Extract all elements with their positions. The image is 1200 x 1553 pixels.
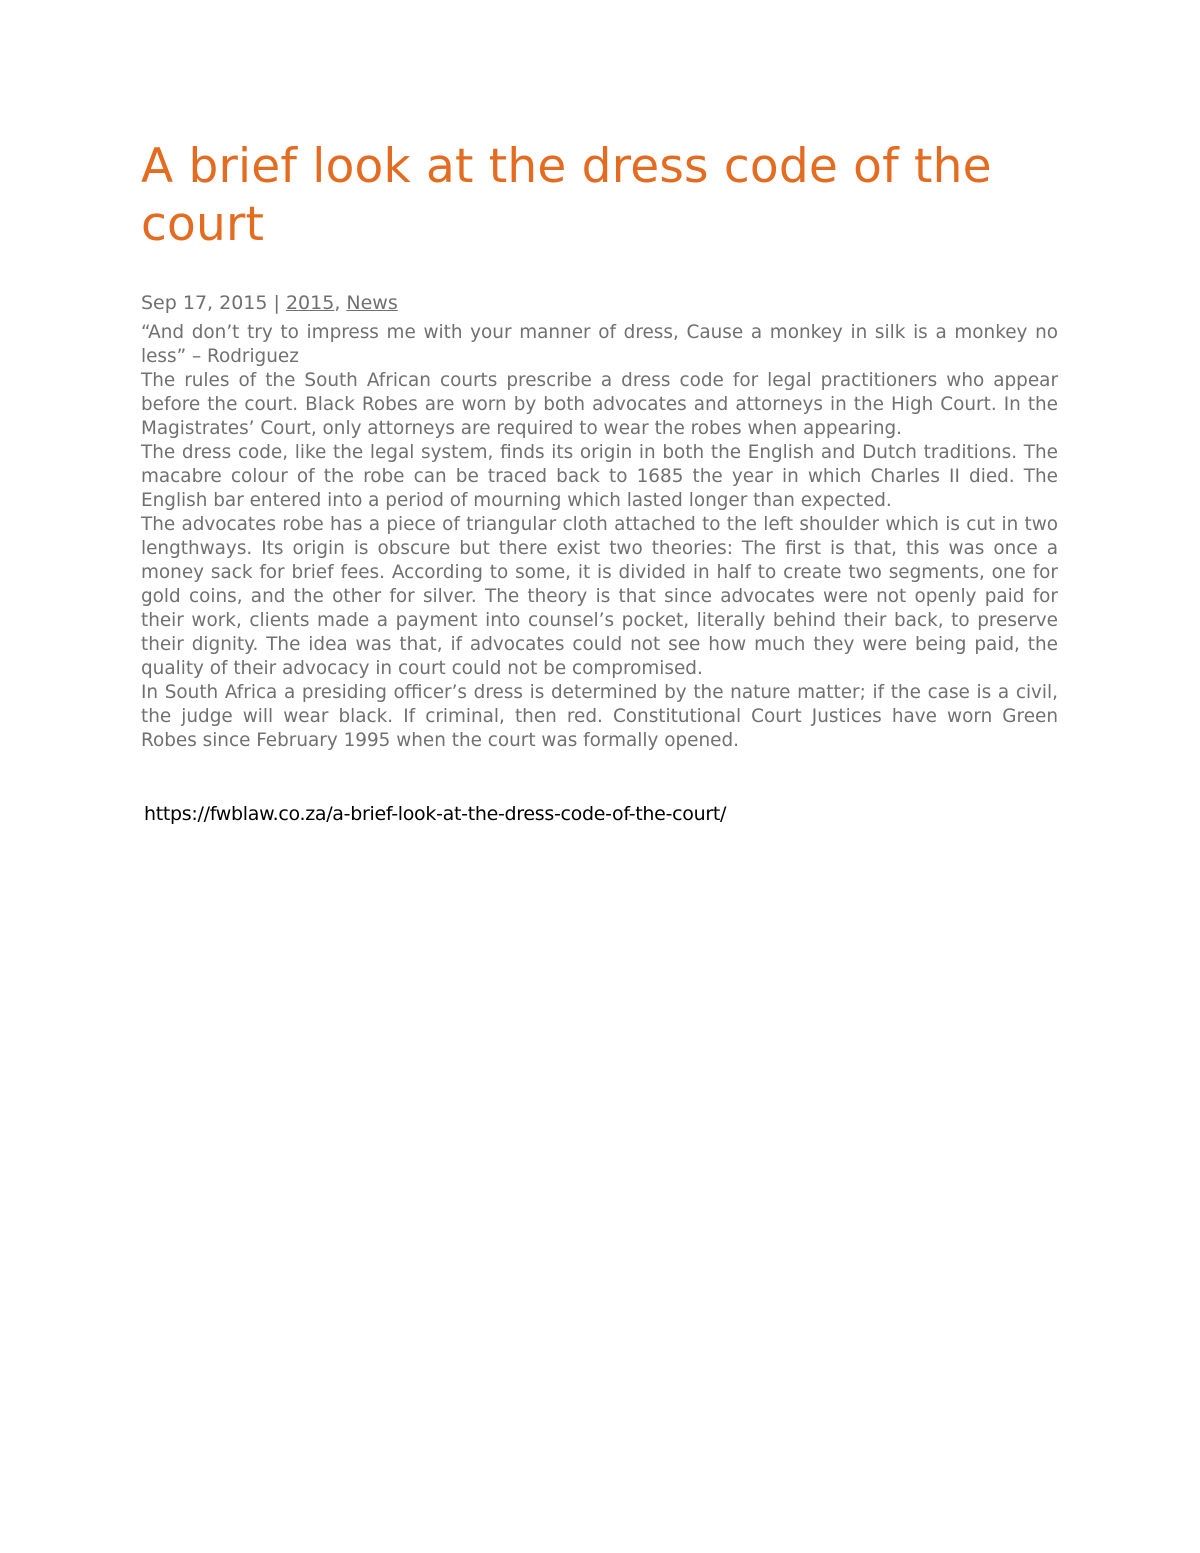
source-url[interactable]: https://fwblaw.co.za/a-brief-look-at-the-dress-code-of-the-court/ (144, 803, 727, 825)
document-page (141, 138, 1058, 826)
post-date: Sep 17, 2015 (141, 292, 268, 314)
article-title: A brief look at the dress code of the court (141, 139, 992, 252)
article-meta (141, 291, 1058, 315)
category-link-news[interactable]: News (346, 292, 398, 314)
article-body (141, 321, 1058, 753)
meta-separator: | (267, 292, 286, 314)
meta-comma: , (334, 292, 347, 314)
quote-paragraph: “And don’t try to impress me with your manner of dress, Cause a monkey in silk is a monkey no less” – Rodriguez (141, 322, 1058, 367)
body-paragraph: In South Africa a presiding officer’s dress is determined by the nature matter; if the case is a civil, the judge will wear black. If criminal, then red. Constitutional Court Justices have worn Green Robes since February 1995 when the court was formally opened. (141, 682, 1058, 751)
category-link-2015[interactable]: 2015 (285, 292, 335, 314)
body-paragraph: The rules of the South African courts prescribe a dress code for legal practitioners who appear before the court. Black Robes are worn by both advocates and attorneys in the High Court. In the Magistrates’ Court, only attorneys are required to wear the robes when appearing. (141, 370, 1058, 439)
body-paragraph: The advocates robe has a piece of triangular cloth attached to the left shoulder which is cut in two lengthways. Its origin is obscure but there exist two theories: The first is that, this was once a money sack for brief fees. According to some, it is divided in half to create two segments, one for gold coins, and the other for silver. The theory is that since advocates were not openly paid for their work, clients made a payment into counsel’s pocket, literally behind their back, to preserve their dignity. The idea was that, if advocates could not see how much they were being paid, the quality of their advocacy in court could not be compromised. (141, 514, 1058, 679)
body-paragraph: The dress code, like the legal system, finds its origin in both the English and Dutch traditions. The macabre colour of the robe can be traced back to 1685 the year in which Charles II died. The English bar entered into a period of mourning which lasted longer than expected. (141, 442, 1058, 511)
